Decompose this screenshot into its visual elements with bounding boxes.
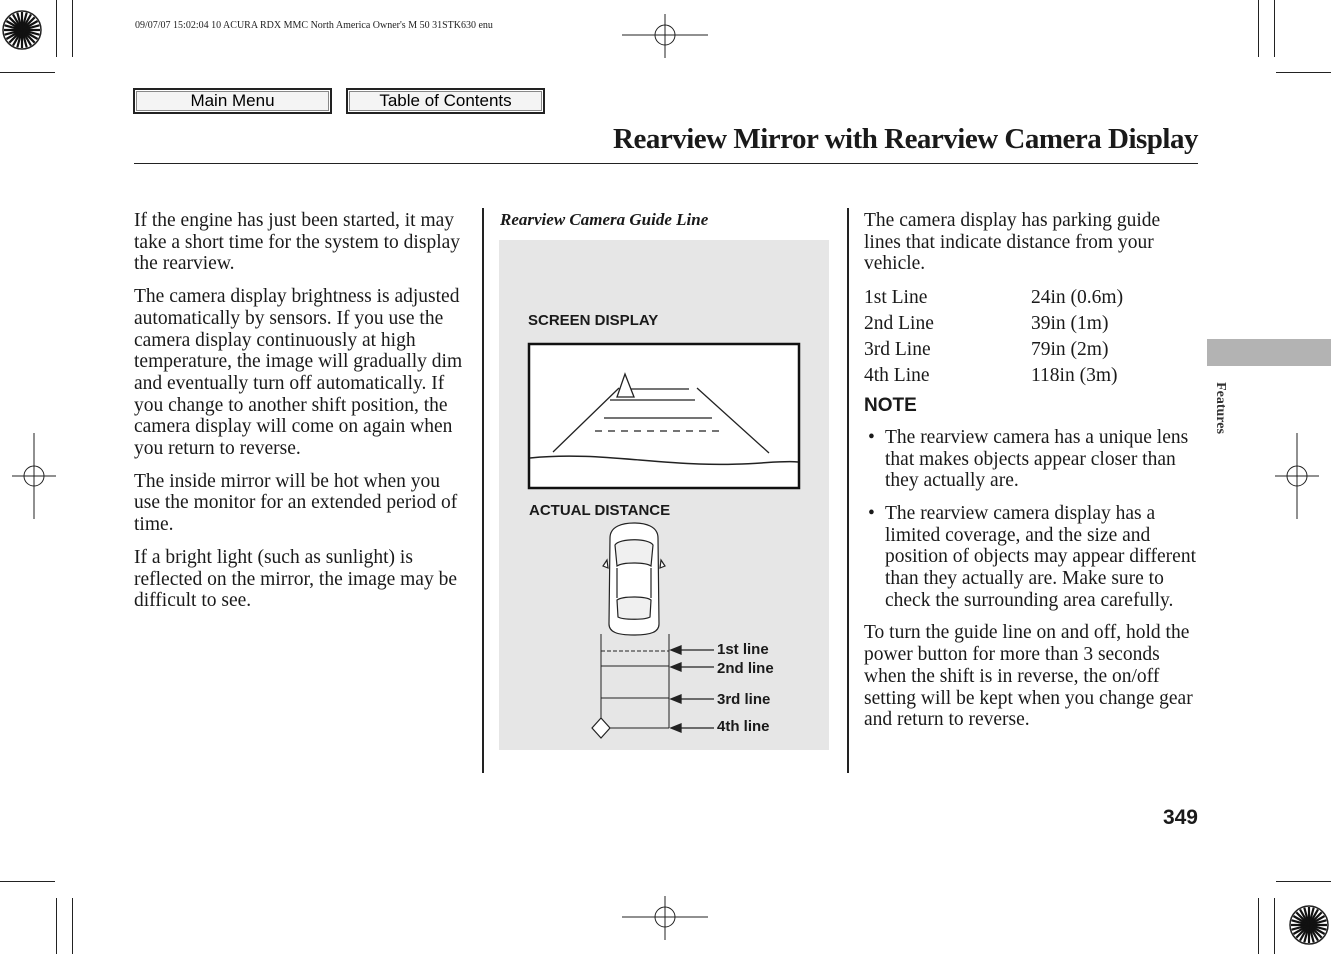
table-row xyxy=(864,337,1123,363)
crop-mark xyxy=(1258,0,1259,57)
distance-grid xyxy=(601,634,669,728)
actual-distance-label: ACTUAL DISTANCE xyxy=(529,502,671,519)
print-metadata: 09/07/07 15:02:04 10 ACURA RDX MMC North America Owner's M 50 31STK630 enu xyxy=(135,20,493,31)
line-distance: 118in (3m) xyxy=(1031,365,1118,387)
line-name: 1st Line xyxy=(864,287,928,309)
column-divider xyxy=(847,208,849,773)
line-distance: 39in (1m) xyxy=(1031,313,1109,335)
crop-mark xyxy=(1274,898,1275,954)
registration-crosshair-icon xyxy=(622,14,708,58)
note-text: The rearview camera display has a limited coverage, and the size and position of objects may appear different than they actually are. Make sure to check the surrounding area carefully. xyxy=(885,502,1197,611)
line-label: 3rd line xyxy=(717,691,771,708)
list-item xyxy=(864,503,1199,612)
table-row xyxy=(864,285,1123,311)
screen-frame xyxy=(529,344,799,488)
table-of-contents-button[interactable]: Table of Contents xyxy=(346,88,545,114)
section-tab-label: Features xyxy=(1213,382,1228,434)
crop-mark xyxy=(1276,881,1331,882)
line-name: 4th Line xyxy=(864,365,930,387)
main-menu-button[interactable]: Main Menu xyxy=(133,88,332,114)
title-divider xyxy=(134,163,1198,164)
screen-display-label: SCREEN DISPLAY xyxy=(528,312,659,329)
bullet-icon: • xyxy=(868,502,875,524)
paragraph: If a bright light (such as sunlight) is reflected on the mirror, the image may be difficult to see. xyxy=(134,546,457,612)
crop-mark xyxy=(1258,898,1259,954)
note-text: The rearview camera has a unique lens that makes objects appear closer than they actually are. xyxy=(885,426,1189,492)
guide-line-diagram xyxy=(499,240,829,750)
paragraph: The camera display brightness is adjusted automatically by sensors. If you use the camera display continuously at high temperature, the image will gradually dim and eventually turn off automatically. If you change to another shift position, the camera display will come on again when you return to reverse. xyxy=(134,286,463,460)
car-top-view-icon xyxy=(603,523,665,635)
line-name: 2nd Line xyxy=(864,313,934,335)
closing-paragraph: To turn the guide line on and off, hold the power button for more than 3 seconds when the shift is in reverse, the on/off setting will be kept when you change gear and return to reverse. xyxy=(864,622,1193,731)
line-distance: 79in (2m) xyxy=(1031,339,1109,361)
leader-arrows xyxy=(671,646,714,732)
object-marker-icon xyxy=(592,718,610,738)
registration-starburst-icon xyxy=(1289,905,1329,945)
note-list xyxy=(864,427,1199,612)
bullet-icon: • xyxy=(868,426,875,448)
page-title: Rearview Mirror with Rearview Camera Display xyxy=(613,123,1198,155)
column-divider xyxy=(482,208,484,773)
intro-paragraph: The camera display has parking guide lines that indicate distance from your vehicle. xyxy=(864,210,1161,275)
line-name: 3rd Line xyxy=(864,339,931,361)
registration-starburst-icon xyxy=(2,10,42,50)
line-label: 1st line xyxy=(717,641,769,658)
section-tab[interactable] xyxy=(1207,339,1331,366)
crop-mark xyxy=(0,881,55,882)
line-label: 4th line xyxy=(717,718,770,735)
registration-crosshair-icon xyxy=(622,896,708,940)
crop-mark xyxy=(72,898,73,954)
crop-mark xyxy=(1274,0,1275,57)
note-heading: NOTE xyxy=(864,395,917,417)
list-item xyxy=(864,427,1199,492)
registration-crosshair-icon xyxy=(1275,433,1319,519)
line-distance: 24in (0.6m) xyxy=(1031,287,1124,309)
line-label: 2nd line xyxy=(717,660,774,677)
crop-mark xyxy=(0,72,55,73)
registration-crosshair-icon xyxy=(12,433,56,519)
crop-mark xyxy=(56,898,57,954)
page-number: 349 xyxy=(1162,806,1198,829)
guide-line-figure xyxy=(499,240,829,750)
paragraph: The inside mirror will be hot when you use the monitor for an extended period of time. xyxy=(134,470,458,536)
crop-mark xyxy=(56,0,57,57)
paragraph: If the engine has just been started, it may take a short time for the system to display the rearview. xyxy=(134,210,461,275)
table-row xyxy=(864,311,1123,337)
left-column xyxy=(134,210,469,623)
crop-mark xyxy=(72,0,73,57)
figure-caption: Rearview Camera Guide Line xyxy=(500,210,709,229)
distance-table xyxy=(864,285,1123,389)
crop-mark xyxy=(1276,72,1331,73)
table-row xyxy=(864,363,1123,389)
right-column xyxy=(864,210,1199,741)
